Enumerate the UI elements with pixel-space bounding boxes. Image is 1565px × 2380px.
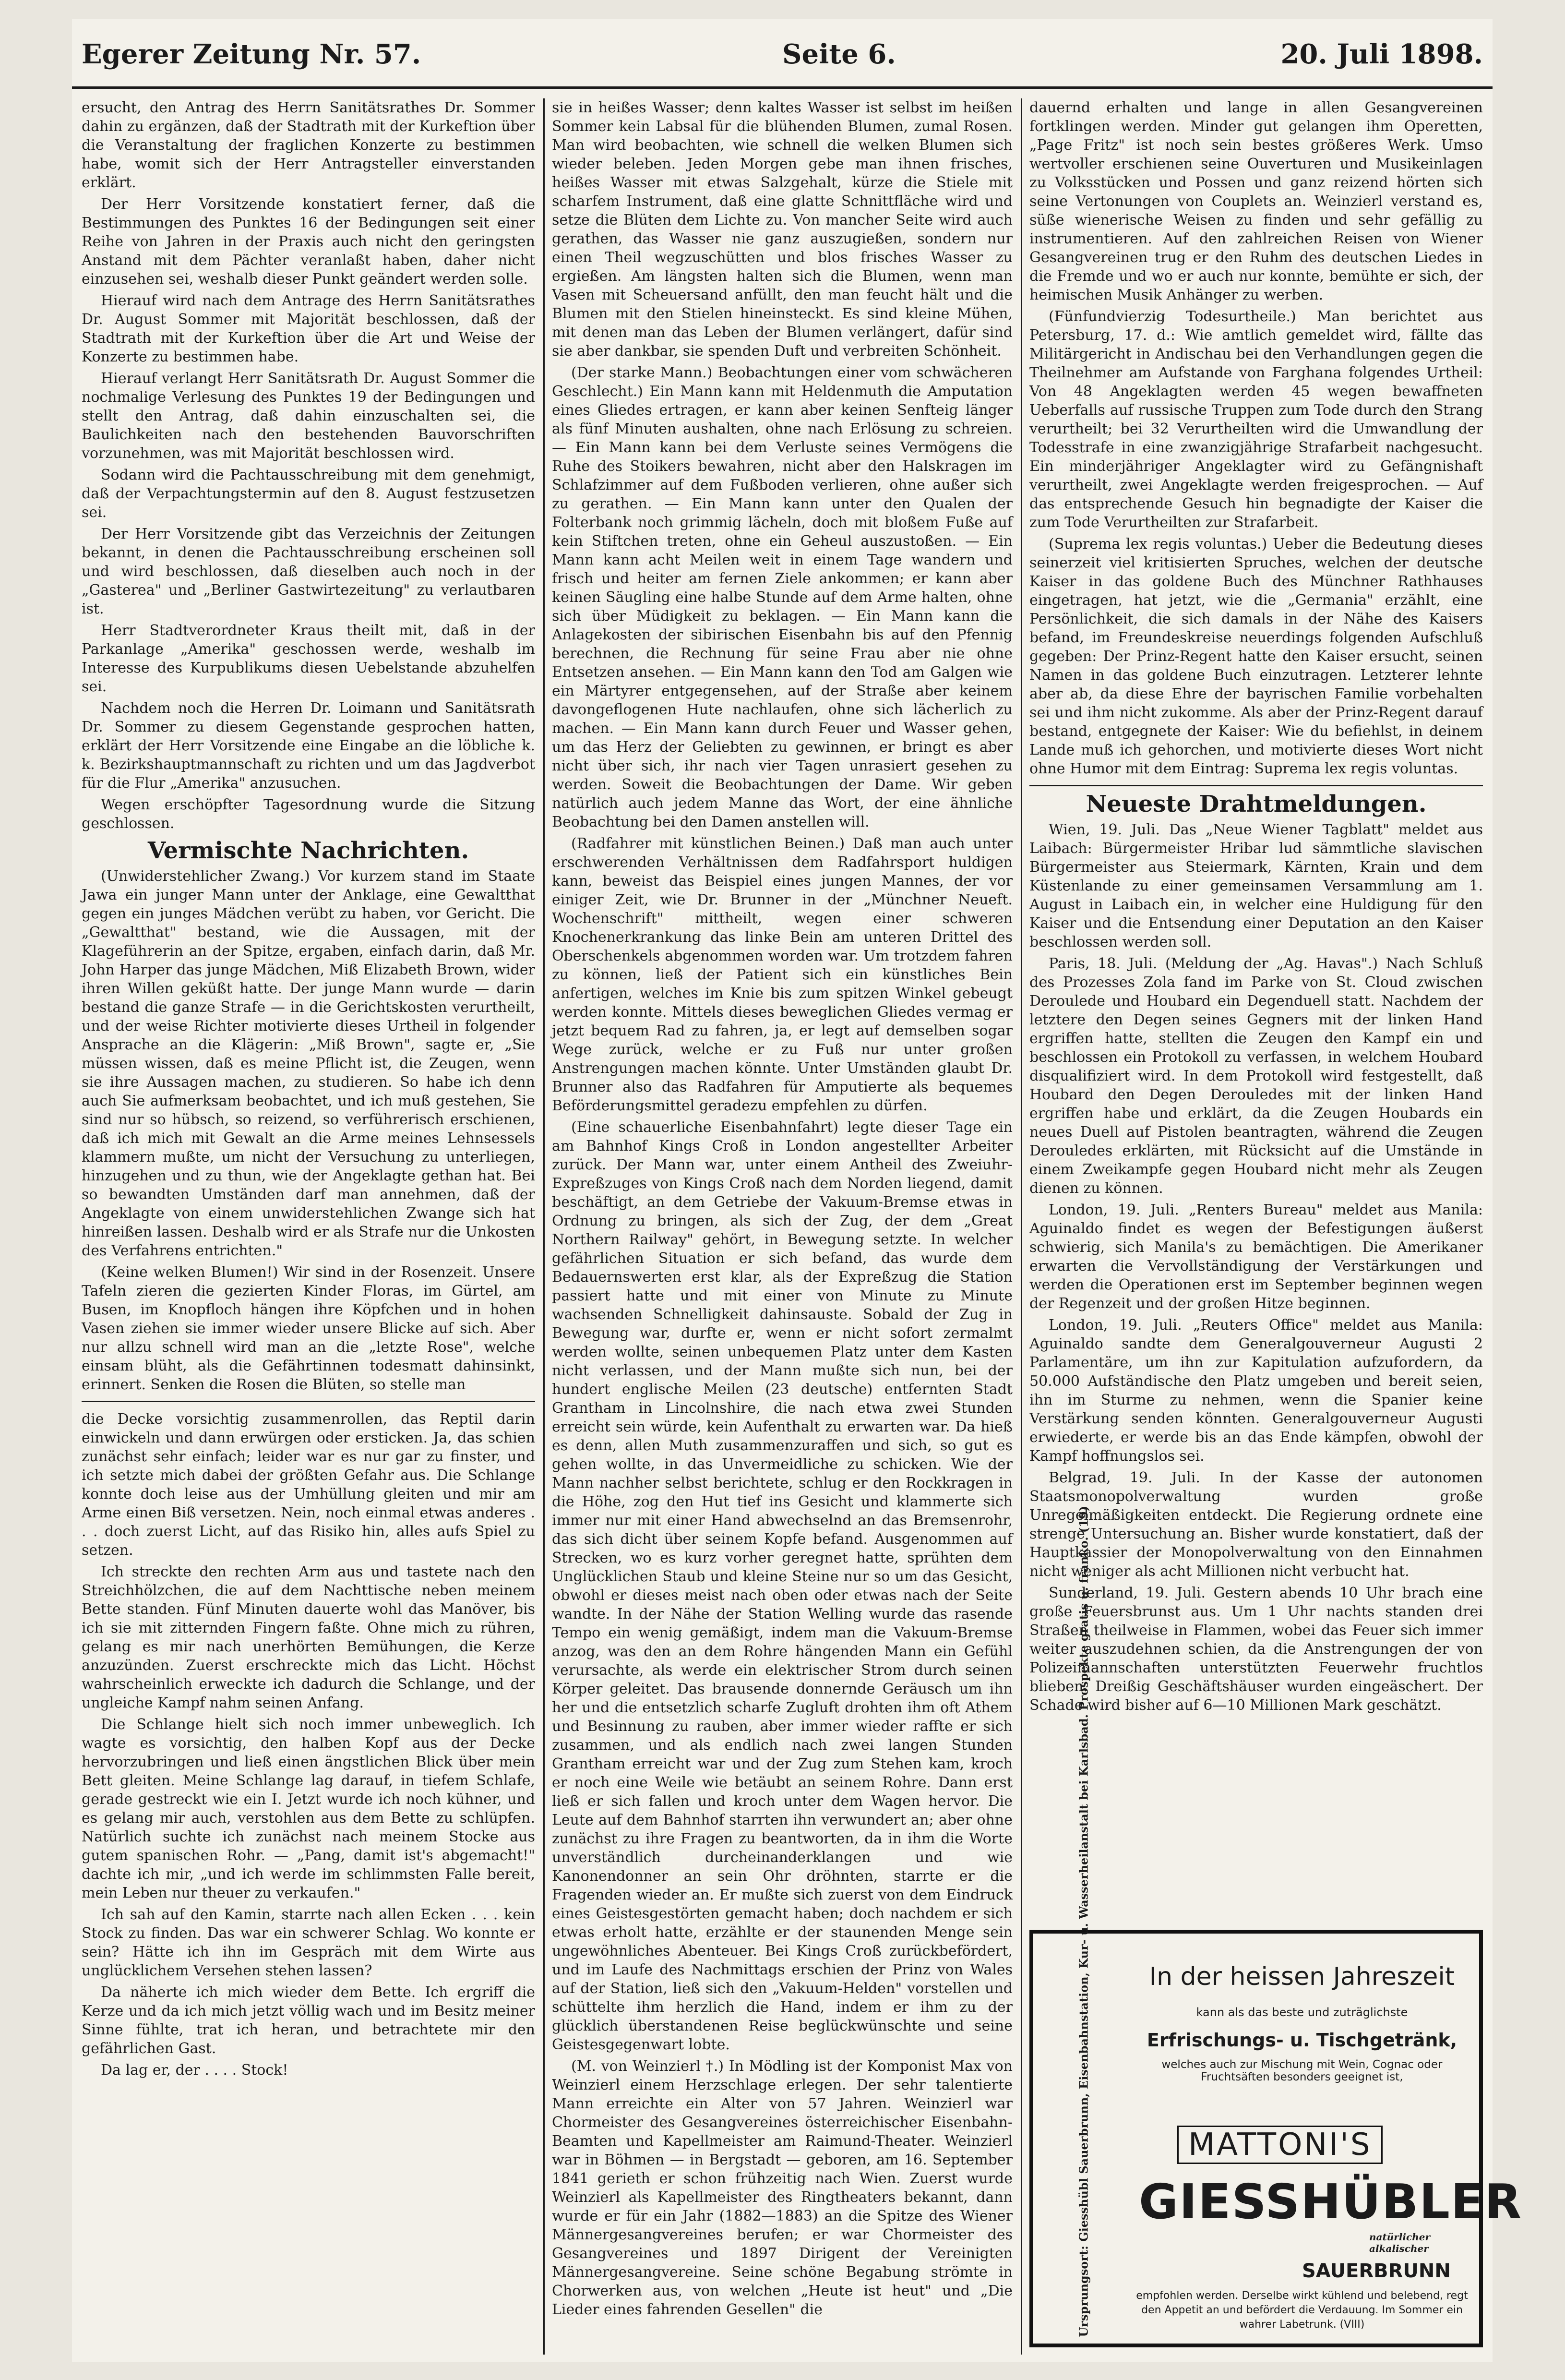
newspaper-page (72, 19, 1523, 2362)
ad-footer: empfohlen werden. Derselbe wirkt kühlend und belebend, regt den Appetit an und befördert die Verdauung. Im Sommer ein wahrer Labetrunk. (VIII) (1136, 2290, 1468, 2331)
article-paragraph: Der Herr Vorsitzende konstatiert ferner, daß die Bestimmungen des Punktes 16 der Bedingungen seit einer Reihe von Jahren in der Praxis auch nicht den geringsten Anstand mit dem Pächter veranlaßt haben, daher nicht einzusehen sei, weshalb dieser Punkt geändert werden solle. (82, 196, 535, 288)
ad-brand-note: natürlicher alkalischer (1369, 2231, 1430, 2254)
story-paragraph: Die Schlange hielt sich noch immer unbeweglich. Ich wagte es vorsichtig, den halben Kopf aus der Decke hervorzubringen und ließ einen ängstlichen Blick über mein Bett gleiten. Meine Schlange lag darauf, in tiefem Schlafe, gerade gestreckt wie ein I. Jetzt wurde ich noch kühner, und es gelang mir auch, verstohlen aus dem Bette zu schlüpfen. Natürlich suchte ich zunächst nach meinem Stocke aus gutem spanischen Rohr. — „Pang, damit ist's abgemacht!" dachte ich mir, „und ich werde im schlimmsten Falle bereit, mein Leben nur theuer zu verkaufen." (82, 1716, 535, 1901)
section-heading-drahtmeldungen: Neueste Drahtmeldungen. (1086, 791, 1427, 817)
news-item: (Suprema lex regis voluntas.) Ueber die Bedeutung dieses seinerzeit viel kritisierten Spruches, welchen der deutsche Kaiser in das goldene Buch des Münchner Rathhauses eingetragen, hat jetzt, wie die „Germania" erzählt, eine Persönlichkeit, die sich damals in der Nähe des Kaisers befand, im Freundeskreise neuerdings folgenden Aufschluß gegeben: Der Prinz-Regent hatte den Kaiser ersucht, seinen Namen in das goldene Buch einzutragen. Letzterer lehnte aber ab, da diese Ehre der bayrischen Familie vorbehalten sei und ihm nicht zukomme. Als aber der Prinz-Regent darauf bestand, entgegnete der Kaiser: Wie du befiehlst, in deinem Lande muß ich gehorchen, und motivierte dieses Wort nicht ohne Humor mit dem Eintrag: Suprema lex regis voluntas. (1029, 536, 1483, 777)
ad-title: In der heissen Jahreszeit (1149, 1962, 1455, 1991)
section-rule (1029, 785, 1483, 786)
article-paragraph: Sodann wird die Pachtausschreibung mit dem genehmigt, daß der Verpachtungstermin auf den 8. August festzusetzen sei. (82, 467, 535, 521)
story-paragraph: die Decke vorsichtig zusammenrollen, das Reptil darin einwickeln und dann erwürgen oder ersticken. Ja, das schien zunächst sehr einfach; leider war es nur gar zu finster, und ich setzte mich dabei der größten Gefahr aus. Die Schlange konnte doch leise aus der Umhüllung gleiten und mir am Arme einen Biß versetzen. Nein, noch einmal etwas anderes . . . doch zuerst Licht, auf das Risiko hin, alles aufs Spiel zu setzen. (82, 1411, 535, 1559)
article-paragraph: Nachdem noch die Herren Dr. Loimann und Sanitätsrath Dr. Sommer zu diesem Gegenstande gesprochen hatten, erklärt der Herr Vorsitzende eine Eingabe an die löbliche k. k. Bezirkshauptmannschaft zu richten und um das Jagdverbot für die Flur „Amerika" anzusuchen. (82, 700, 535, 792)
page-number: Seite 6. (782, 38, 896, 70)
news-item: (Der starke Mann.) Beobachtungen einer vom schwächeren Geschlecht.) Ein Mann kann mit Heldenmuth die Amputation eines Gliedes ertragen, er kann aber keinen Senfteig länger als fünf Minuten aushalten, ohne nach Erlösung zu schreien. — Ein Mann kann bei dem Verluste seines Vermögens die Ruhe des Stoikers bewahren, nicht aber den Halskragen im Schlafzimmer auf dem Fußboden verlieren, ohne außer sich zu gerathen. — Ein Mann kann unter den Qualen der Folterbank noch grimmig lächeln, doch mit bloßem Fuße auf kein Stiftchen treten, ohne ein Geheul auszustoßen. — Ein Mann kann acht Meilen weit in einem Tage wandern und frisch und heiter am fernen Ziele ankommen; er kann aber keinen Säugling eine halbe Stunde auf dem Arme halten, ohne sich über Müdigkeit zu beklagen. — Ein Mann kann die Anlagekosten der sibirischen Eisenbahn bis auf den Pfennig berechnen, die Rechnung für seine Frau aber nie ohne Entsetzen ansehen. — Ein Mann kann den Tod am Galgen wie ein Märtyrer entgegensehen, auf der Straße aber keinem davongeflogenen Hute nachlaufen, ohne sich lächerlich zu machen. — Ein Mann kann durch Feuer und Wasser gehen, um das Herz der Geliebten zu gewinnen, er bringt es aber nicht über sich, ihr nach vier Tagen unrasiert gesehen zu werden. Soweit die Beobachtungen der Dame. Wir geben natürlich auch jedem Manne das Wort, der eine ähnliche Beobachtung bei den Damen anstellen will. (552, 364, 1013, 830)
telegram-item: London, 19. Juli. „Renters Bureau" meldet aus Manila: Aguinaldo findet es wegen der Befestigungen äußerst schwierig, sich Manila's zu bemächtigen. Die Amerikaner erwarten die Vervollständigung der Verstärkungen und werden die Operationen erst im September beginnen wegen der Regenzeit und der großen Hitze beginnen. (1029, 1202, 1483, 1312)
telegram-item: Belgrad, 19. Juli. In der Kasse der autonomen Staatsmonopolverwaltung wurden große Unregelmäßigkeiten entdeckt. Die Regierung ordnete eine strenge Untersuchung an. Bisher wurde konstatiert, daß der Hauptkassier der Monopolverwaltung von den Einnahmen nicht weniger als acht Millionen nicht verbucht hat. (1029, 1469, 1483, 1580)
column-divider-2 (1021, 98, 1022, 2355)
column-3 (1029, 98, 1483, 1714)
article-paragraph: Hierauf verlangt Herr Sanitätsrath Dr. August Sommer die nochmalige Verlesung des Punktes 19 der Bedingungen und stellt den Antrag, daß dahin einzuschalten sei, die Baulichkeiten nach den bestehenden Bauvorschriften vorzunehmen, was mit Majorität beschlossen wird. (82, 370, 535, 462)
ad-brand-top: MATTONI'S (1177, 2126, 1383, 2164)
news-item: (M. von Weinzierl †.) In Mödling ist der Komponist Max von Weinzierl einem Herzschlage erlegen. Der sehr talentierte Mann erreichte ein Alter von 57 Jahren. Weinzierl war Chormeister des Gesangvereines österreichischer Eisenbahn-Beamten und Kapellmeister am Raimund-Theater. Weinzierl war in Böhmen — in Bergstadt — geboren, am 16. September 1841 gerieth er schon frühzeitig nach Wien. Zuerst wurde Weinzierl als Kapellmeister des Ringtheaters bekannt, dann wurde er für ein Jahr (1882—1883) an die Spitze des Wiener Männergesangvereines berufen; er war Chormeister des Gesangvereines und 1897 Dirigent der Vereinigten Männergesangvereine. Seine schöne Begabung strömte in Chorwerken aus, von welchen „Heute ist heut" und „Die Lieder eines fahrenden Gesellen" die (552, 2058, 1013, 2318)
article-paragraph: Herr Stadtverordneter Kraus theilt mit, daß in der Parkanlage „Amerika" geschossen werde, weshalb im Interesse des Kurpublikums diesen Uebelstande abzuhelfen sei. (82, 622, 535, 695)
news-item: sie in heißes Wasser; denn kaltes Wasser ist selbst im heißen Sommer kein Labsal für die blühenden Blumen, zumal Rosen. Man wird beobachten, wie schnell die welken Blumen sich wieder beleben. Jeden Morgen gebe man ihnen frisches, heißes Wasser mit etwas Salzgehalt, kürze die Stiele mit scharfem Instrument, daß eine glatte Schnittfläche wird und setze die Blüten dem Lichte zu. Von mancher Seite wird auch gerathen, das Wasser nie ganz auszugießen, sondern nur einen Theil wegzuschütten und blos frisches Wasser zu ergießen. Am längsten halten sich die Blumen, wenn man Vasen mit Scheuersand anfüllt, den man feucht hält und die Blumen mit den Stielen hineinsteckt. Es sind kleine Mühen, mit denen man das Leben der Blumen verlängert, dafür sind sie aber dankbar, sie spenden Duft und verbreiten Schönheit. (552, 99, 1013, 360)
column-divider-1 (543, 98, 545, 2355)
header-rule (72, 86, 1493, 89)
section-heading-vermischte: Vermischte Nachrichten. (147, 837, 469, 864)
column-1 (82, 98, 535, 2355)
page-header (72, 29, 1493, 82)
ad-line: kann als das beste und zuträglichste (1196, 2006, 1408, 2019)
telegram-item: Sunderland, 19. Juli. Gestern abends 10 Uhr brach eine große Feuersbrunst aus. Um 1 Uhr nachts standen drei Straßen theilweise in Flammen, wobei das Feuer sich immer weiter auszudehnen schien, da die Anstrengungen der von Polizeimannschaften unterstützten Feuerwehr fruchtlos blieben. Dreißig Geschäftshäuser wurden eingeäschert. Der Schade wird bisher auf 6—10 Millionen Mark geschätzt. (1029, 1585, 1483, 1714)
news-item: (Radfahrer mit künstlichen Beinen.) Daß man auch unter erschwerenden Verhältnissen dem Radfahrsport huldigen kann, beweist das Beispiel eines jungen Mannes, der vor einiger Zeit, wie Dr. Brunner in der „Münchner Neueft. Wochenschrift" mittheilt, wegen einer schweren Knochenerkrankung das linke Bein am unteren Drittel des Oberschenkels abgenommen worden war. Um trotzdem fahren zu können, ließ der Patient sich ein künstliches Bein anfertigen, welches im Knie bis zum spitzen Winkel gebeugt werden konnte. Mittels dieses beweglichen Gliedes vermag er jetzt bequem Rad zu fahren, ja, er legt auf demselben sogar Wege zurück, welche er zu Fuß nur unter großen Anstrengungen machen könnte. Unter Umständen glaubt Dr. Brunner also das Radfahren für Amputierte als bequemes Beförderungsmittel geradezu empfehlen zu dürfen. (552, 835, 1013, 1114)
section-rule (82, 1401, 535, 1402)
ad-brand-bottom: SAUERBRUNN (1302, 2260, 1451, 2282)
telegram-item: London, 19. Juli. „Reuters Office" meldet aus Manila: Aguinaldo sandte dem Generalgouverneur Augusti 2 Parlamentäre, um ihn zur Kapitulation aufzufordern, da 50.000 Aufständische den Platz umgeben und bereit seien, ihn im Sturme zu nehmen, wenn die Spanier keine Verstärkung senden könnten. Generalgouverneur Augusti erwiederte, er werde bis an das Ende kämpfen, obwohl der Kampf hoffnungslos sei. (1029, 1317, 1483, 1465)
article-paragraph: ersucht, den Antrag des Herrn Sanitätsrathes Dr. Sommer dahin zu ergänzen, daß der Stadtrath mit der Kurkeftion über die Veranstaltung der fraglichen Konzerte zu bestimmen habe, womit sich der Herr Antragsteller einverstanden erklärt. (82, 99, 535, 191)
issue-date: 20. Juli 1898. (1280, 38, 1483, 70)
article-paragraph: Der Herr Vorsitzende gibt das Verzeichnis der Zeitungen bekannt, in denen die Pachtausschreibung erscheinen soll und wird beschlossen, daß dieselben auch noch in der „Gasterea" und „Berliner Gastwirtezeitung" zu verlautbaren ist. (82, 526, 535, 617)
story-paragraph: Da lag er, der . . . . Stock! (101, 2062, 288, 2079)
news-item: (Keine welken Blumen!) Wir sind in der Rosenzeit. Unsere Tafeln zieren die gezierten Kinder Floras, im Gürtel, am Busen, im Knopfloch hängen ihre Köpfchen und in hohen Vasen ziehen sie immer wieder unsere Blicke auf sich. Aber nur allzu schnell wird man an die „letzte Rose", welche einsam blüht, als die Gefährtinnen todesmatt dahinsinkt, erinnert. Senken die Rosen die Blüten, so stelle man (82, 1264, 535, 1393)
ad-brand-main: GIESSHÜBLER (1139, 2174, 1523, 2230)
article-paragraph: Wegen erschöpfter Tagesordnung wurde die Sitzung geschlossen. (82, 796, 535, 832)
news-item: dauernd erhalten und lange in allen Gesangvereinen fortklingen werden. Minder gut gelangen ihm Operetten, „Page Fritz" ist noch sein bestes größeres Werk. Umso wertvoller erschienen seine Ouverturen und Musikeinlagen zu Volksstücken und Possen und ganz reizend hörten sich seine Vertonungen von Couplets an. Weinzierl verstand es, süße wienerische Weisen zu finden und sehr gefällig zu instrumentieren. Auf den zahlreichen Reisen von Wiener Gesangvereinen trug er den Ruhm des deutschen Liedes in die Fremde und wo er auch nur konnte, bemühte er sich, der heimischen Musik Anhänger zu werben. (1029, 99, 1483, 303)
article-paragraph: Hierauf wird nach dem Antrage des Herrn Sanitätsrathes Dr. August Sommer mit Majorität beschlossen, daß der Stadtrath mit der Kurkeftion über die Art und Weise der Konzerte zu bestimmen habe. (82, 292, 535, 365)
story-paragraph: Ich streckte den rechten Arm aus und tastete nach den Streichhölzchen, die auf dem Nachttische neben meinem Bette standen. Fünf Minuten dauerte wohl das Manöver, bis ich sie mit zitternden Fingern faßte. Ohne mich zu rühren, gelang es mir nach unerhörten Bemühungen, die Kerze anzuzünden. Zuerst erschreckte mich das Licht. Höchst wahrscheinlich erweckte ich dadurch die Schlange, und der ungleiche Kampf nahm seinen Anfang. (82, 1563, 535, 1711)
ad-line: Erfrischungs- u. Tischgetränk, (1147, 2030, 1457, 2051)
news-item: (Eine schauerliche Eisenbahnfahrt) legte dieser Tage ein am Bahnhof Kings Croß in London angestellter Arbeiter zurück. Der Mann war, unter einem Antheil des Zweiuhr-Expreßzuges von Kings Croß nach dem Norden liegend, damit beschäftigt, an dem Getriebe der Vakuum-Bremse etwas in Ordnung zu bringen, als sich der Zug, der dem „Great Northern Railway" gehört, in Bewegung setzte. In welcher gefährlichen Situation er sich befand, das wurde dem Bedauernswerten erst klar, als der Expreßzug die Station passiert hatte und mit einer von Minute zu Minute wachsenden Schnelligkeit dahinsauste. Sobald der Zug in Bewegung war, durfte er, wenn er nicht sofort zermalmt werden wollte, seinen unbequemen Platz unter dem Kasten nicht verlassen, und der Mann mußte sich nun, bei der hundert englische Meilen (23 deutsche) entfernten Stadt Grantham in Lincolnshire, die nach etwa zwei Stunden erreicht sein würde, kein Aufenthalt zu erwarten war. Da hieß es denn, allen Muth zusammenzuraffen und sich, so gut es gehen wollte, in das Unvermeidliche zu schicken. Wie der Mann nachher selbst berichtete, schlug er den Rockkragen in die Höhe, zog den Hut tief ins Gesicht und klammerte sich immer nur mit einer Hand abwechselnd an das Bremsenrohr, das sich dicht über seinem Kopfe befand. Ausgenommen auf Strecken, wo es kurz vorher geregnet hatte, sprühten dem Unglücklichen Staub und kleine Steine nur so um das Gesicht, obwohl er dieses meist nach oben oder etwas nach der Seite wandte. In der Nähe der Station Welling wurde das rasende Tempo ein wenig gemäßigt, indem man die Vakuum-Bremse anzog, was den an dem Rohre hängenden Mann ein Gefühl verursachte, als werde ein elektrischer Strom durch seinen Körper geleitet. Das brausende donnernde Geräusch um ihn her und die entsetzlich scharfe Zugluft drohten ihm oft Athem und Besinnung zu rauben, aber immer wieder raffte er sich zusammen, und als endlich nach zwei langen Stunden Grantham erreicht war und der Zug zum Stehen kam, kroch er noch eine Weile wie betäubt an seinem Rohre. Dann erst ließ er sich fallen und kroch unter dem Wagen hervor. Die Leute auf dem Bahnhof starrten ihn verwundert an; aber ohne zunächst zu ihre Fragen zu beantworten, da in ihm die Worte unverständlich durcheinanderklangen und wie Kanonendonner an sein Ohr dröhnten, starrte er die Fragenden wieder an. Er mußte sich zuerst von dem Eindruck eines Geistesgestörten gemacht haben; doch nachdem er sich etwas erholt hatte, erzählte er der staunenden Menge sein ungewöhnliches Abenteuer. Bei Kings Croß zurückbefördert, und im Laufe des Nachmittags erschien der Prinz von Wales auf der Station, ließ sich den „Vakuum-Helden" vorstellen und schüttelte ihm herzlich die Hand, indem er ihm zu der glücklich überstandenen Reise beglückwünschte und seine Geistesgegenwart lobte. (552, 1119, 1013, 2053)
story-paragraph: Da näherte ich mich wieder dem Bette. Ich ergriff die Kerze und da ich mich jetzt völlig wach und im Besitz meiner Sinne fühlte, trat ich heran, und betrachtete mir den gefährlichen Gast. (82, 1984, 535, 2057)
column-2 (552, 98, 1013, 2355)
newspaper-title: Egerer Zeitung Nr. 57. (82, 38, 421, 70)
ad-line: welches auch zur Mischung mit Wein, Cognac oder Fruchtsäften besonders geeignet ist, (1161, 2058, 1443, 2083)
telegram-item: Paris, 18. Juli. (Meldung der „Ag. Havas".) Nach Schluß des Prozesses Zola fand im Parke von St. Cloud zwischen Deroulede und Houbard ein Degenduell statt. Nachdem der letztere den Degen seines Gegners mit der linken Hand ergriffen hatte, stellten die Zeugen den Kampf ein und beschlossen ein Protokoll zu verfassen, in welchem Houbard disqualifiziert wird. In dem Protokoll wird festgestellt, daß Houbard den Degen Derouledes mit der linken Hand ergriffen habe und erklärt, da die Zeugen Houbards ein neues Duell auf Pistolen beantragten, während die Zeugen Derouledes erklärten, mit Rücksicht auf die Umstände in einem Zweikampfe gegen Houbard nicht mehr als Zeugen dienen zu können. (1029, 955, 1483, 1197)
telegram-item: Wien, 19. Juli. Das „Neue Wiener Tagblatt" meldet aus Laibach: Bürgermeister Hribar lud sämmtliche slavischen Bürgermeister aus Steiermark, Kärnten, Krain und dem Küstenlande zu einer gemeinsamen Versammlung am 1. August in Laibach ein, in welcher eine Huldigung für den Kaiser und die Entsendung einer Deputation an den Kaiser beschlossen werden soll. (1029, 821, 1483, 950)
news-item: (Unwiderstehlicher Zwang.) Vor kurzem stand im Staate Jawa ein junger Mann unter der Anklage, eine Gewaltthat gegen ein junges Mädchen verübt zu haben, vor Gericht. Die „Gewaltthat" bestand, wie die Aussagen, mit der Klageführerin an der Spitze, ergaben, einfach darin, daß Mr. John Harper das junge Mädchen, Miß Elizabeth Brown, wider ihren Willen geküßt hatte. Der junge Mann wurde — darin bestand die ganze Strafe — in die Gerichtskosten verurtheilt, und der weise Richter motivierte dieses Urtheil in folgender Ansprache an die Klägerin: „Miß Brown", sagte er, „Sie müssen wissen, daß es meine Pflicht ist, die Zeugen, wenn sie ihre Aussagen machen, zu studieren. So habe ich denn auch Sie aufmerksam beobachtet, und ich muß gestehen, Sie sind nur so hübsch, so reizend, so verführerisch erschienen, daß ich mich mit Gewalt an die Arme meines Lehnsessels klammern mußte, um nicht der Versuchung zu unterliegen, hinzugehen und zu thun, wie der Angeklagte gethan hat. Bei so bewandten Umständen darf man annehmen, daß der Angeklagte von einem unwiderstehlichen Zwange sich hat hinreißen lassen. Deshalb wird er als Strafe nur die Unkosten des Verfahrens entrichten." (82, 868, 535, 1259)
story-paragraph: Ich sah auf den Kamin, starrte nach allen Ecken . . . kein Stock zu finden. Das war ein schwerer Schlag. Wo konnte er sein? Hätte ich ihn im Gespräch mit dem Wirte aus unglücklichem Versehen stehen lassen? (82, 1906, 535, 1979)
news-item: (Fünfundvierzig Todesurtheile.) Man berichtet aus Petersburg, 17. d.: Wie amtlich gemeldet wird, fällte das Militärgericht in Andischau bei den Verhandlungen gegen die Theilnehmer am Aufstande von Farghana folgendes Urtheil: Von 48 Angeklagten werden 45 wegen bewaffneten Ueberfalls auf russische Truppen zum Tode durch den Strang verurtheilt; bei 32 Verurtheilten wird die Umwandlung der Todesstrafe in eine zwanzigjährige Strafarbeit nachgesucht. Ein minderjähriger Angeklagter wird zu Gefängnishaft verurtheilt, zwei Angeklagte werden freigesprochen. — Auf das entsprechende Gesuch hin begnadigte der Kaiser die zum Tode Verurtheilten zur Strafarbeit. (1029, 308, 1483, 531)
ad-side-text: Ursprungsort: Giesshübl Sauerbrunn, Eisenbahnstation, Kur- u. Wasserheilanstalt bei Karlsbad. Prospekte gratis u. franko. (19) (1076, 1505, 1091, 2337)
